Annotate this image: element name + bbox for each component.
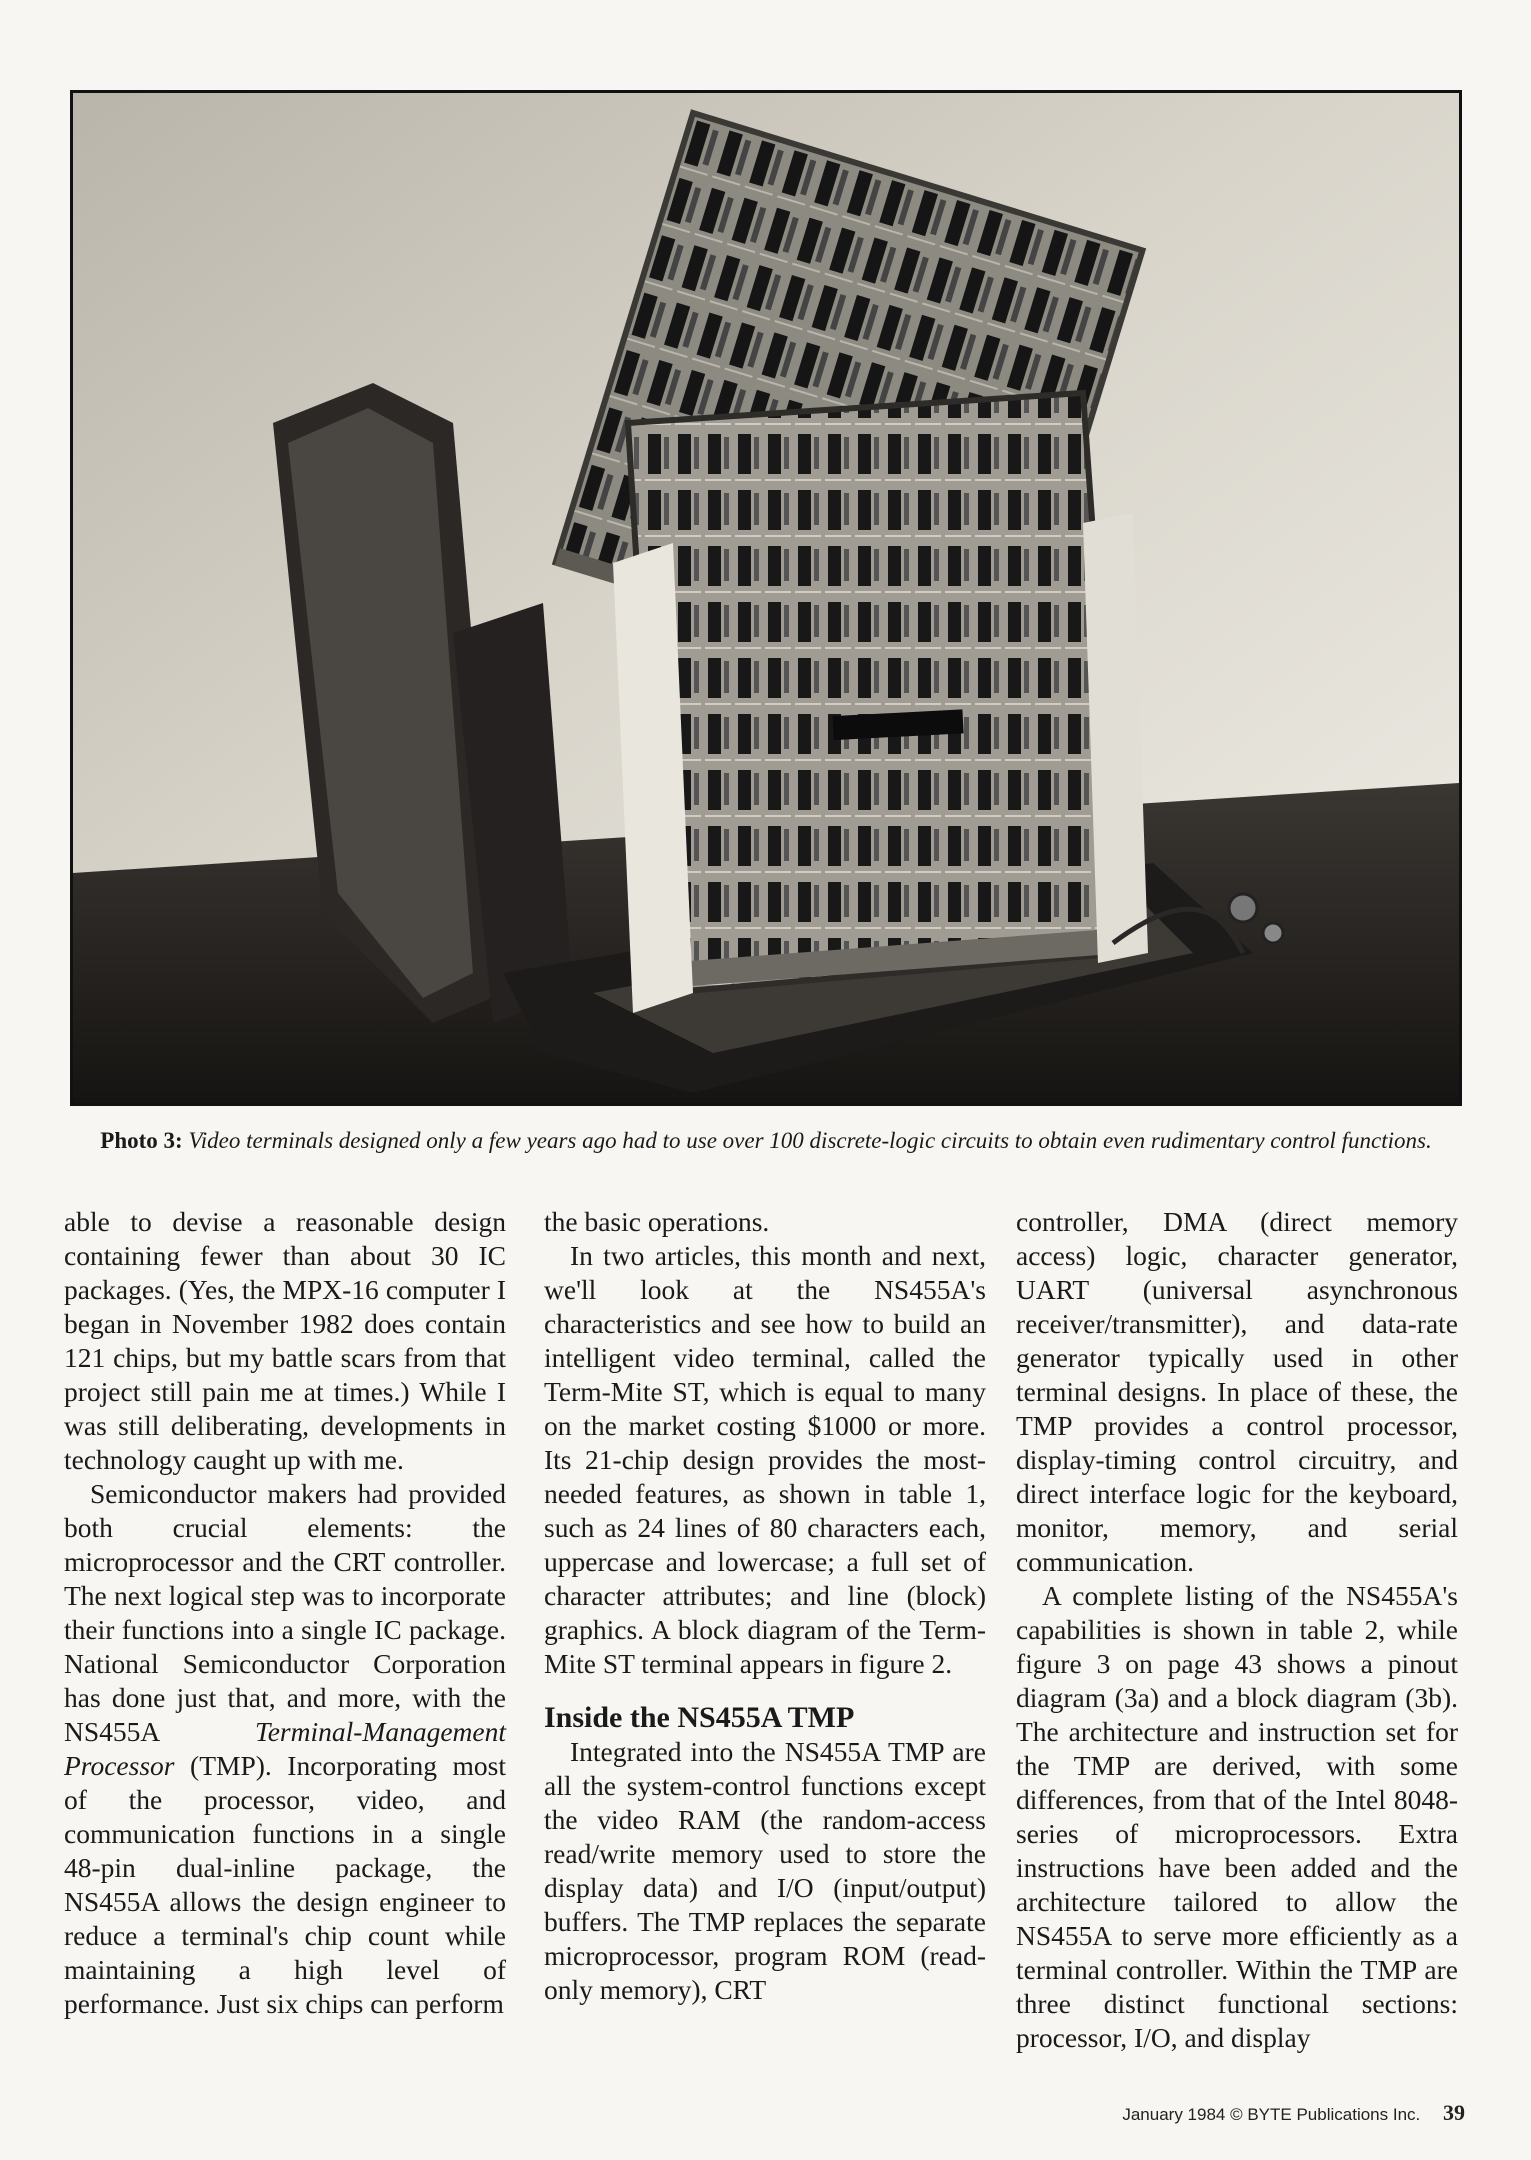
paragraph: able to devise a reasonable design containing fewer than about 30 IC packages. (Yes, the MPX-16 computer I began in November 1982 does contain 121 chips, but my battle scars from that project still pain me at times.) While I was still deliberating, developments in technology caught up with me. — [64, 1206, 506, 1475]
paragraph-text: (TMP). Incorporating most of the processor, video, and communication functions in a single 48-pin dual-inline package, the NS455A allows the design engineer to reduce a terminal's chip count while maintaining a high level of performance. Just six chips can perform — [64, 1750, 506, 2019]
paragraph: the basic operations. — [544, 1206, 770, 1237]
footer-credit: January 1984 © BYTE Publications Inc. — [1122, 2105, 1421, 2124]
paragraph: In two articles, this month and next, we'll look at the NS455A's characteristics and see how to build an intelligent video terminal, called the Term-Mite ST, which is equal to many on the market costing $1000 or more. Its 21-chip design provides the most-needed features, as shown in table 1, such as 24 lines of 80 characters each, uppercase and lowercase; a full set of character attributes; and line (block) graphics. A block diagram of the Term-Mite ST terminal appears in figure 2. — [544, 1240, 986, 1679]
photo-caption — [70, 1126, 1462, 1156]
page-footer — [1122, 2100, 1465, 2126]
text-column-3 — [1016, 1205, 1458, 2055]
text-column-2 — [544, 1205, 986, 2007]
page-number: 39 — [1443, 2100, 1465, 2125]
caption-label: Photo 3: — [100, 1128, 183, 1153]
section-heading: Inside the NS455A TMP — [544, 1701, 855, 1734]
text-column-1 — [64, 1205, 506, 2021]
photo-3 — [70, 90, 1462, 1106]
paragraph: controller, DMA (direct memory access) logic, character generator, UART (universal asynchronous receiver/transmitter), and data-rate generator typically used in other terminal designs. In place of these, the TMP provides a control processor, display-timing control circuitry, and direct interface logic for the keyboard, monitor, memory, and serial communication. — [1016, 1206, 1458, 1577]
paragraph — [64, 1477, 506, 2021]
paragraph: Integrated into the NS455A TMP are all the system-control functions except the video RAM (the random-access read/write memory used to store the display data) and I/O (input/output) buffers. The TMP replaces the separate microprocessor, program ROM (read-only memory), CRT — [544, 1736, 986, 2005]
paragraph: A complete listing of the NS455A's capabilities is shown in table 2, while figure 3 on page 43 shows a pinout diagram (3a) and a block diagram (3b). The architecture and instruction set for the TMP are derived, with some differences, from that of the Intel 8048-series of microprocessors. Extra instructions have been added and the architecture tailored to allow the NS455A to serve more efficiently as a terminal controller. Within the TMP are three distinct functional sections: processor, I/O, and display — [1016, 1580, 1458, 2053]
caption-text: Video terminals designed only a few years ago had to use over 100 discrete-logic circuits to obtain even rudimentary control functions. — [188, 1128, 1432, 1153]
paragraph-text: Semiconductor makers had provided both crucial elements: the microprocessor and the CRT controller. The next logical step was to incorporate their functions into a single IC package. National Semiconductor Corporation has done just that, and more, with the NS455A — [64, 1478, 506, 1747]
circuit-boards-photo — [73, 93, 1459, 1103]
italic-term: Terminal-Management Processor — [64, 1716, 506, 1781]
